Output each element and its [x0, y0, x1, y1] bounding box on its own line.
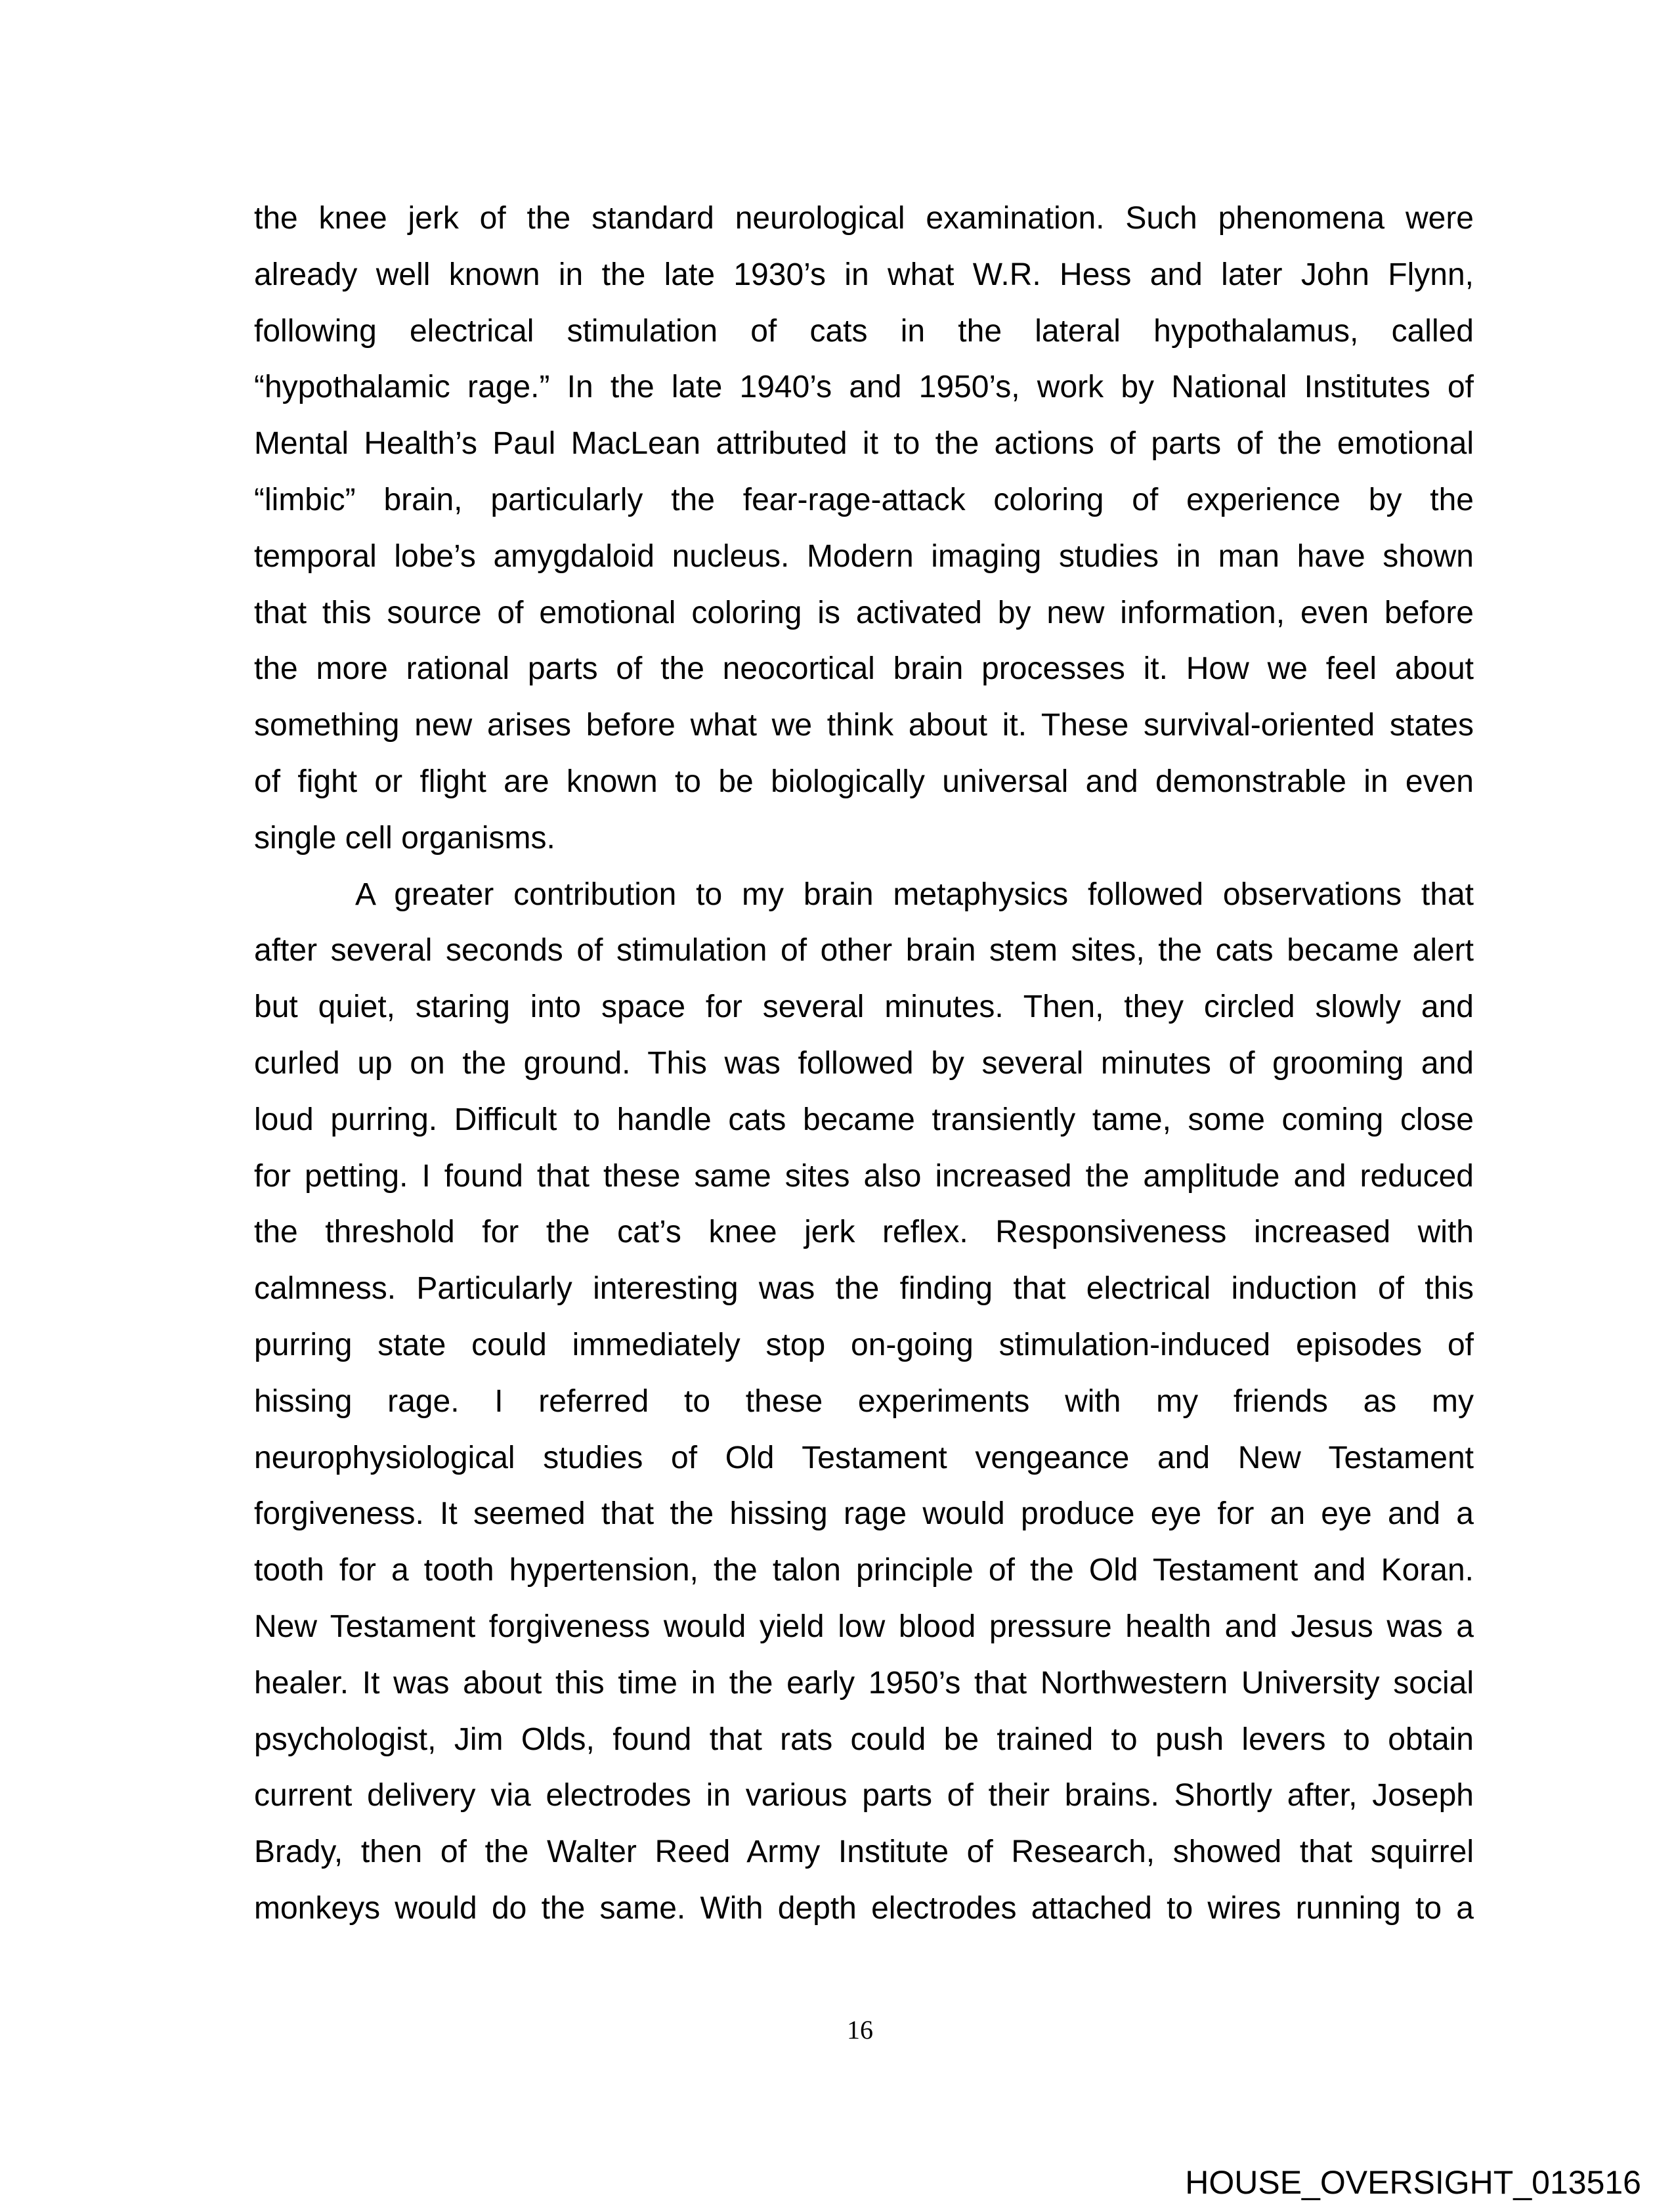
text-line: something new arises before what we think about it. These survival-oriented states	[254, 708, 1474, 743]
text-line: Brady, then of the Walter Reed Army Institute of Research, showed that squirrel	[254, 1834, 1474, 1870]
text-line: temporal lobe’s amygdaloid nucleus. Modern imaging studies in man have shown	[254, 538, 1474, 574]
text-line: tooth for a tooth hypertension, the talon principle of the Old Testament and Koran.	[254, 1553, 1474, 1588]
text-line: that this source of emotional coloring is activated by new information, even before	[254, 595, 1474, 630]
text-line: hissing rage. I referred to these experiments with my friends as my	[254, 1383, 1474, 1419]
text-line: healer. It was about this time in the early 1950’s that Northwestern University social	[254, 1665, 1474, 1701]
text-line: monkeys would do the same. With depth electrodes attached to wires running to a	[254, 1890, 1474, 1926]
text-line: loud purring. Difficult to handle cats became transiently tame, some coming close	[254, 1102, 1474, 1137]
text-line: following electrical stimulation of cats in the lateral hypothalamus, called	[254, 313, 1474, 349]
text-line: calmness. Particularly interesting was the finding that electrical induction of this	[254, 1271, 1474, 1307]
text-line: curled up on the ground. This was followed by several minutes of grooming and	[254, 1045, 1474, 1081]
text-line: purring state could immediately stop on-going stimulation-induced episodes of	[254, 1327, 1474, 1362]
text-line: A greater contribution to my brain metaphysics followed observations that	[355, 877, 1474, 912]
text-line: already well known in the late 1930’s in what W.R. Hess and later John Flynn,	[254, 257, 1474, 292]
text-line: New Testament forgiveness would yield low blood pressure health and Jesus was a	[254, 1609, 1474, 1644]
text-line: the threshold for the cat’s knee jerk reflex. Responsiveness increased with	[254, 1215, 1474, 1250]
text-line: current delivery via electrodes in various parts of their brains. Shortly after, Joseph	[254, 1778, 1474, 1813]
body-text	[254, 190, 1474, 1937]
bates-number: HOUSE_OVERSIGHT_013516	[1185, 2164, 1641, 2201]
text-line: after several seconds of stimulation of other brain stem sites, the cats became alert	[254, 933, 1474, 968]
page-number: 16	[847, 2015, 873, 2045]
text-line: “limbic” brain, particularly the fear-rage-attack coloring of experience by the	[254, 482, 1474, 517]
text-line: the knee jerk of the standard neurological examination. Such phenomena were	[254, 201, 1474, 236]
text-line: “hypothalamic rage.” In the late 1940’s and 1950’s, work by National Institutes of	[254, 370, 1474, 405]
text-line: the more rational parts of the neocortical brain processes it. How we feel about	[254, 651, 1474, 687]
text-line: Mental Health’s Paul MacLean attributed it to the actions of parts of the emotional	[254, 426, 1474, 462]
text-line: of fight or flight are known to be biologically universal and demonstrable in even	[254, 764, 1474, 799]
text-line: for petting. I found that these same sites also increased the amplitude and reduced	[254, 1158, 1474, 1194]
text-line: but quiet, staring into space for several minutes. Then, they circled slowly and	[254, 989, 1474, 1025]
text-line: forgiveness. It seemed that the hissing rage would produce eye for an eye and a	[254, 1496, 1474, 1532]
text-line: neurophysiological studies of Old Testament vengeance and New Testament	[254, 1440, 1474, 1475]
text-line: psychologist, Jim Olds, found that rats could be trained to push levers to obtain	[254, 1722, 1474, 1757]
text-line: single cell organisms.	[254, 820, 555, 856]
